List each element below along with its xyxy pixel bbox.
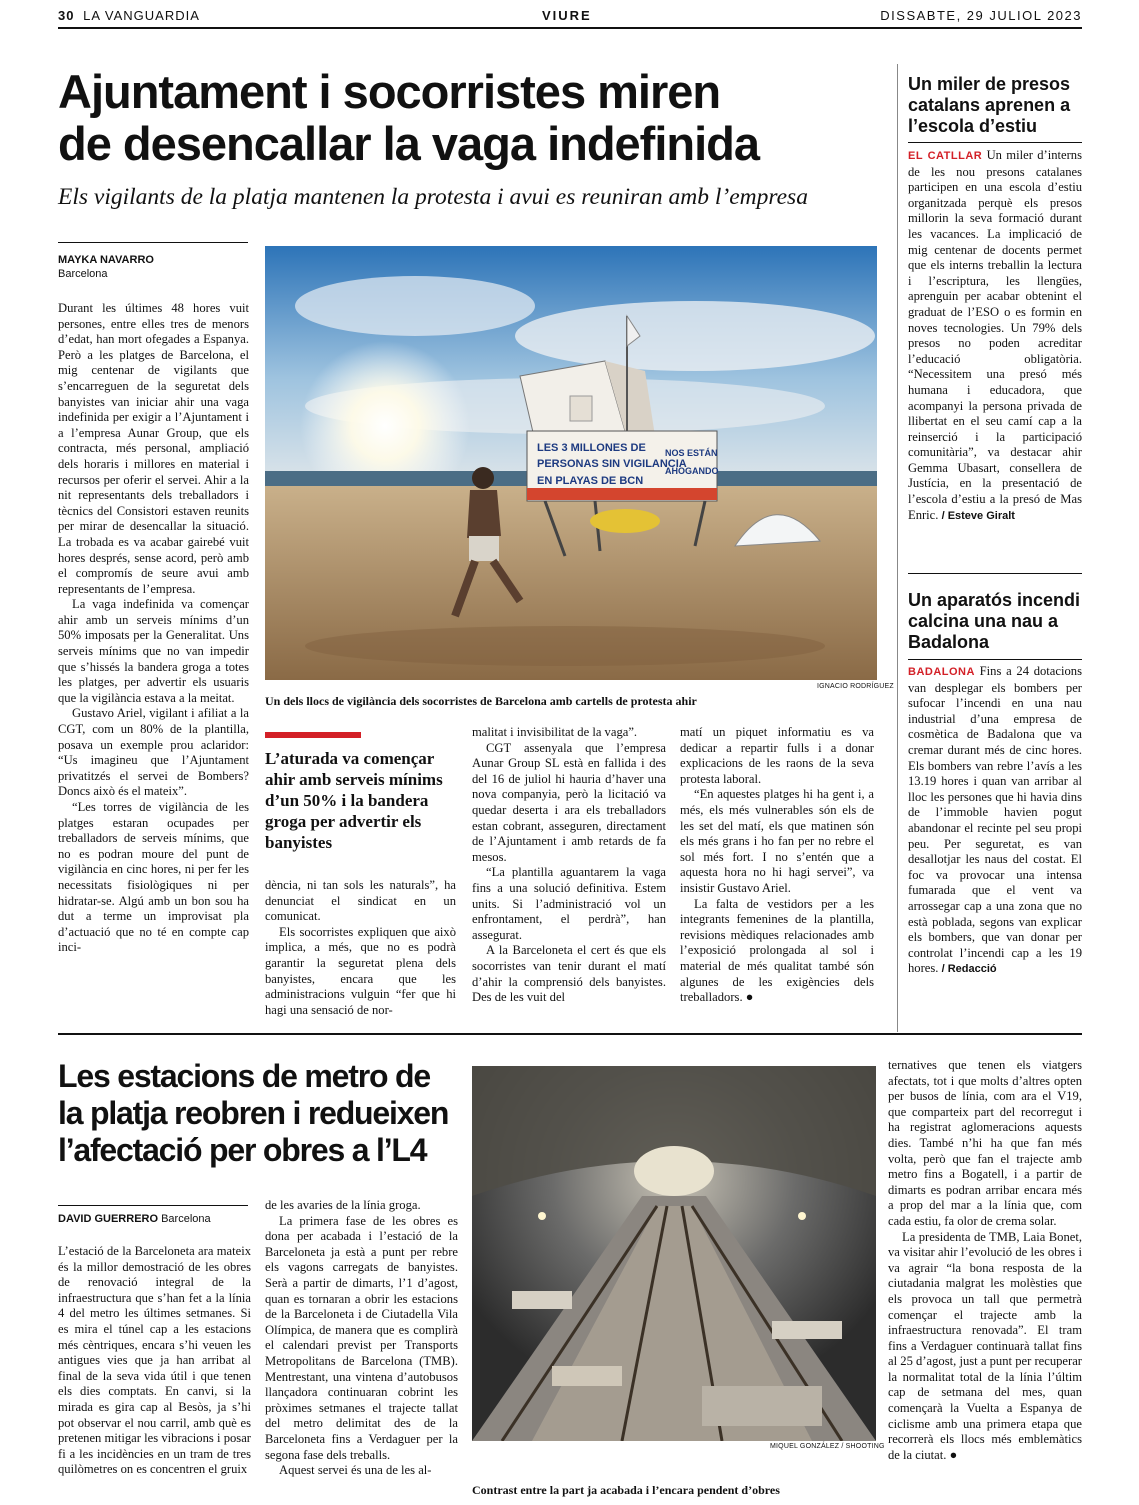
metro-column-1 xyxy=(58,1244,251,1505)
banner-small-line-2: AHOGANDO xyxy=(665,466,719,476)
page-header-left xyxy=(58,8,200,23)
paragraph: La falta de vestidors per a les integrants femenines de la plantilla, revisions mèdiques relacionades amb l’exposició prolongada al sol i material de més qualitat també són algunes de les exigències dels treballadors. xyxy=(680,896,874,1005)
paragraph: “En aquestes platges hi ha gent i, a més, els més vulnerables són els de les set del matí, els que matinen són els més grans i ho fan per no rebre el sol més fort. I no s’entén que a aquesta hora no hi hagi servei”, va insistir Gustavo Ariel. xyxy=(680,787,874,895)
banner-line-2: PERSONAS SIN VIGILANCIA xyxy=(537,458,687,470)
side2-place: BADALONA xyxy=(908,666,975,678)
end-mark: ● xyxy=(949,1447,958,1462)
paragraph: L’estació de la Barceloneta ara mateix és la millor demostració de les obres de renovació integral de la infraestructura que s’han fet a la línia 4 del metro les últimes setmanes. Si es mira el túnel cap a les estacions més cèntriques, encara s’hi veuen les antigues vies que ja han arribat al final de la seva vida útil i que tenen els dies comptats. En canvi, si la mirada es gira cap al Besòs, ja s’hi pot observar el nou carril, amb què es pretenen mitigar les vibracions i posar fi a les incidències en un tram de tres quilòmetres on es concentren el gruix xyxy=(58,1244,251,1477)
lifeguard-tower-photo xyxy=(265,246,877,680)
lead-city: Barcelona xyxy=(58,268,108,280)
paragraph: La primera fase de les obres es dona per acabada i l’estació de la Barceloneta ja està a punt per rebre els vagons carregats de banyistes. Serà a partir de dimarts, l’1 d’agost, quan es tornaran a obrir les estacions de la Barceloneta i de Ciutadella Vila Olímpica, de manera que es complirà el calendari previst per Transports Metropolitans de Barcelona (TMB). Mentrestant, una vintena d’autobusos llançadora continuaran cobrint les pròximes setmanes el trajecte tallat del metro delimitat des de la Barceloneta fins a Verdaguer per la segona fase dels treballs. xyxy=(265,1213,458,1462)
paragraph: La vaga indefinida va començar ahir amb un serveis mínims d’un 50% imposats per la Generalitat. Uns serveis mínims que no van impedir que s’hissés la bandera groga a totes les platges, per advertir els usuaris que la vigilància estava a la meitat. xyxy=(58,597,249,705)
paragraph: ternatives que tenen els viatgers afectats, tot i que molts d’altres opten per busos de línia, com ara el V19, que comparteix part del recorregut i ha registrat aglomeracions aquests dies. També n’hi ha que fan més volta, però que fan el trajecte amb metro fins a Bogatell, i a partir de dimarts es podran arribar encara més a prop del mar a la línia que, com cada estiu, fa olor de crema solar. xyxy=(888,1058,1082,1228)
side-separator xyxy=(908,573,1082,574)
metro-photo-caption: Contrast entre la part ja acabada i l’encara pendent d’obres xyxy=(472,1483,780,1497)
paragraph: de les avaries de la línia groga. xyxy=(265,1198,421,1212)
metro-column-2 xyxy=(265,1198,458,1505)
paragraph: malitat i invisibilitat de la vaga”. xyxy=(472,725,638,739)
sidebar-divider xyxy=(897,64,898,1032)
lead-headline xyxy=(58,66,878,170)
byline-rule xyxy=(58,242,248,243)
banner-line-3: EN PLAYAS DE BCN xyxy=(537,475,644,487)
lead-headline-line: Ajuntament i socorristes miren xyxy=(58,65,721,118)
lead-column-2 xyxy=(265,878,456,1018)
lead-column-3 xyxy=(472,725,666,1018)
metro-byline xyxy=(58,1213,211,1225)
lead-column-4 xyxy=(680,725,874,1018)
section-divider xyxy=(58,1033,1082,1035)
side1-body xyxy=(908,148,1082,568)
lead-photo-credit: IGNACIO RODRÍGUEZ xyxy=(817,683,894,690)
pullquote: L’aturada va començar ahir amb serveis mínims d’un 50% i la bandera groga per advertir els banyistes xyxy=(265,749,443,852)
side2-title: Un aparatós incendi calcina una nau a Badalona xyxy=(908,590,1081,652)
issue-date: DISSABTE, 29 JULIOL 2023 xyxy=(880,8,1082,23)
lead-headline-line: de desencallar la vaga indefinida xyxy=(58,117,760,170)
paragraph: La presidenta de TMB, Laia Bonet, va visitar ahir l’evolució de les obres i va agrair “la bona resposta de la ciutadania malgrat les molèsties que els provoca un tall que permetrà començar el trajecte amb la infraestructura renovada”. El tram fins a Verdaguer continuarà tallat fins al 25 d’agost, just a punt per recuperar la normalitat total de la línia l’últim cap de setmana del mes, quan començarà la Vuelta a Espanya de ciclisme amb una primera etapa que recorrerà els llocs més emblemàtics de la ciutat. xyxy=(888,1229,1082,1462)
paragraph: “Les torres de vigilància de les platges estaran ocupades per treballadors de serveis mínims, que no es podran moure del punt de vigilància en cinc hores, ni per fer les necessitats fisiològiques ni per hidratar-se. Algú amb un bon sou ha dut a terme un improvisat pla d’actuació que no té en compte cap inci- xyxy=(58,800,249,955)
side2-body xyxy=(908,664,1082,1016)
metro-city: Barcelona xyxy=(161,1213,211,1225)
side2-rule xyxy=(908,659,1082,660)
lead-author: MAYKA NAVARRO xyxy=(58,254,154,266)
metro-headline-line: l’afectació per obres a l’L4 xyxy=(58,1132,427,1168)
pullquote-accent-bar xyxy=(265,732,361,738)
metro-column-3 xyxy=(888,1058,1082,1505)
metro-headline-line: la platja reobren i redueixen xyxy=(58,1095,449,1131)
side1-rule xyxy=(908,142,1082,143)
paragraph: Aquest servei és una de les al- xyxy=(279,1463,432,1478)
metro-headline xyxy=(58,1058,458,1169)
side1-title: Un miler de presos catalans aprenen a l’escola d’estiu xyxy=(908,74,1071,136)
tunnel-illustration xyxy=(472,1066,876,1441)
paragraph: CGT assenyala que l’empresa Aunar Group SL està en fallida i des del 16 de juliol hi hauria d’haver una nova companyia, però la licitació va quedar deserta i ara els treballadors estan cobrant, asseguren, directament de l’Ajuntament i amb retards de fa mesos. xyxy=(472,740,666,864)
section-name: VIURE xyxy=(542,8,592,23)
paragraph: dència, ni tan sols les naturals”, ha denunciat el sindicat en un comunicat. xyxy=(265,878,456,924)
paragraph: matí un piquet informatiu es va dedicar a repartir fulls i a donar explicacions de les raons de la seva protesta laboral. xyxy=(680,725,874,786)
lead-subhead: Els vigilants de la platja mantenen la protesta i avui es reuniran amb l’empresa xyxy=(58,184,808,210)
metro-headline-line: Les estacions de metro de xyxy=(58,1058,430,1094)
metro-photo-credit: MIQUEL GONZÁLEZ / SHOOTING xyxy=(770,1443,885,1450)
page-number: 30 xyxy=(58,8,75,23)
side1-sign: / Esteve Giralt xyxy=(941,509,1015,522)
newspaper-name: LA VANGUARDIA xyxy=(83,8,200,23)
metro-byline-rule xyxy=(58,1205,248,1206)
end-mark: ● xyxy=(745,990,754,1005)
side2-text: Fins a 24 dotacions van desplegar els bombers per sufocar l’incendi en una nau industrial d’una empresa de cosmètica de Badalona que va cremar durant més de cinc hores. Els bombers van rebre l’avís a les 13.19 hores i quan van arribar al lloc les persones que hi havia dins de l’immoble havien pogut abandonar el recinte pel seu propi peu. Per seguretat, es van desallotjar les naus del costat. El foc va provocar una intensa fumarada que el vent va arrossegar cap a una zona que no està poblada, segons van explicar els bombers, que van donar per controlat l’incendi cap a les 19 hores. xyxy=(908,664,1082,976)
lead-photo-caption: Un dels llocs de vigilància dels socorristes de Barcelona amb cartells de protesta ahir xyxy=(265,694,697,708)
paragraph: Durant les últimes 48 hores vuit persones, entre elles tres de menors d’edat, han mort ofegades a Espanya. Però a les platges de Barcelona, el mig centenar de vigilants que s’encarreguen de la seguretat dels banyistes van iniciar ahir una vaga indefinida per exigir a l’Ajuntament i a l’empresa Aunar Group, que els contracta, més personal, ampliació dels horaris i millores en material i recursos per oferir el servei. Ahir a la nit representants dels treballadors i tècnics del Consistori estaven reunits per mirar de desencallar la situació. La trobada es va acabar gairebé vuit hores després, sense acord, però amb el compromís de seure avui amb representants de l’empresa. xyxy=(58,301,249,596)
side1-place: EL CATLLAR xyxy=(908,150,983,162)
banner-line-1: LES 3 MILLONES DE xyxy=(537,442,646,454)
paragraph: Els socorristes expliquen que això implica, a més, que no es podrà garantir la seguretat plena dels banyistes, encara que les administracions vulguin “fer que hi hagi una sensació de nor- xyxy=(265,924,456,1017)
paragraph: A la Barceloneta el cert és que els socorristes van tenir durant el matí d’ahir la comprensió dels banyistes. Des de les vuit del xyxy=(472,943,666,1005)
paragraph: “La plantilla aguantarem la vaga fins a una solució definitiva. Estem units. Si l’administració vol un enfrontament, el perdrà”, han assegurat. xyxy=(472,865,666,942)
metro-author: DAVID GUERRERO xyxy=(58,1213,159,1225)
side1-text: Un miler d’interns de les nou presons catalanes participen en una escola d’estiu organitzada perquè els presos millorin la seva formació durant les vacances. La implicació de mig centenar de docents permet que els interns treballin la lectura i l’escriptura, les llengües, aprenguin per acabar obtenint el graduat de l’ESO o es formin en noves tecnologies. Un 79% dels presos no poden acreditar l’educació obligatòria. “Necessitem una presó més humana i educadora, que acompanyi la persona privada de llibertat en el seu camí cap a la reinserció i la participació comunitària”, va destacar ahir Gemma Ubasart, consellera de Justícia, en la presentació de l’escola d’estiu a la presó de Mas Enric. xyxy=(908,148,1082,522)
banner-small-line-1: NOS ESTÁN xyxy=(665,448,718,458)
beach-illustration xyxy=(265,246,877,680)
paragraph: Gustavo Ariel, vigilant i afiliat a la CGT, com un 80% de la plantilla, posava un exemple prou aclaridor: “Us imagineu que l’Ajuntament privatitzés el servei de Bombers? Doncs això és el mateix”. xyxy=(58,706,249,799)
side2-sign: / Redacció xyxy=(941,963,997,976)
lead-column-1 xyxy=(58,301,249,1016)
metro-tunnel-photo xyxy=(472,1066,876,1441)
header-rule xyxy=(58,27,1082,29)
